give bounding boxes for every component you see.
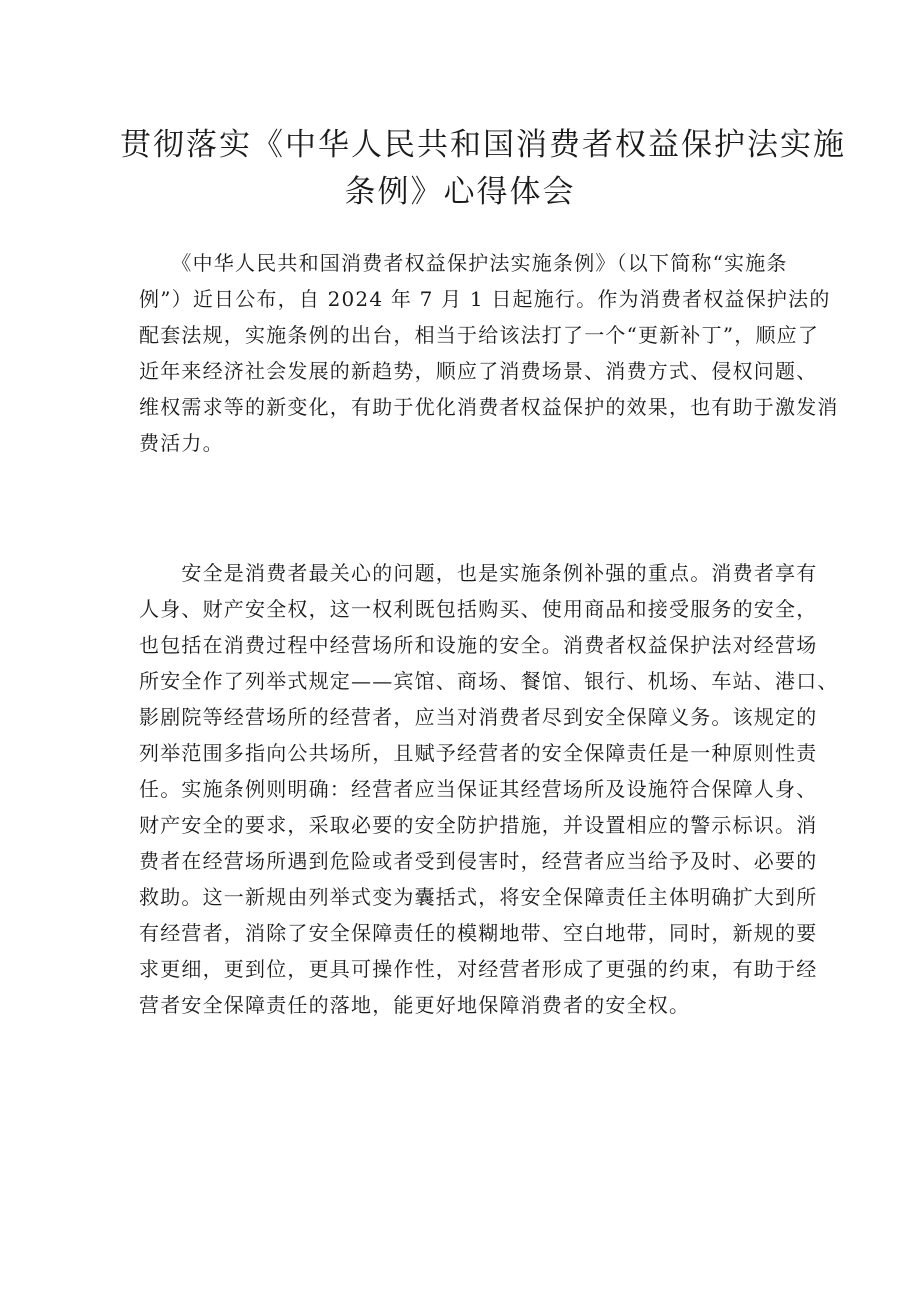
paragraph-1-line: 近年来经济社会发展的新趋势，顺应了消费场景、消费方式、侵权问题、 xyxy=(139,359,818,383)
paragraph-1 xyxy=(139,245,839,461)
paragraph-1-line: 费活力。 xyxy=(139,431,224,455)
title-line-1: 贯彻落实《中华人民共和国消费者权益保护法实施 xyxy=(120,127,846,163)
paragraph-1-line: 例”）近日公布，自 2024 年 7 月 1 日起施行。作为消费者权益保护法的 xyxy=(139,287,831,311)
paragraph-1-line: 配套法规，实施条例的出台，相当于给该法打了一个“更新补丁”，顺应了 xyxy=(139,323,820,347)
paragraph-2-line: 也包括在消费过程中经营场所和设施的安全。消费者权益保护法对经营场 xyxy=(139,633,818,657)
paragraph-2-line: 有经营者，消除了安全保障责任的模糊地带、空白地带，同时，新规的要 xyxy=(139,921,818,945)
paragraph-2-line: 营者安全保障责任的落地，能更好地保障消费者的安全权。 xyxy=(139,993,691,1017)
paragraph-2-line: 任。实施条例则明确：经营者应当保证其经营场所及设施符合保障人身、 xyxy=(139,777,818,801)
title-line-2: 条例》心得体会 xyxy=(344,174,576,210)
paragraph-1-line: 《中华人民共和国消费者权益保护法实施条例》（以下简称“实施条 xyxy=(139,251,788,275)
paragraph-2-line: 求更细，更到位，更具可操作性，对经营者形成了更强的约束，有助于经 xyxy=(139,957,818,981)
paragraph-2-line: 安全是消费者最关心的问题，也是实施条例补强的重点。消费者享有 xyxy=(139,561,818,585)
document-title xyxy=(120,122,846,216)
paragraph-2-line: 救助。这一新规由列举式变为囊括式，将安全保障责任主体明确扩大到所 xyxy=(139,885,818,909)
paragraph-2-line: 财产安全的要求，采取必要的安全防护措施，并设置相应的警示标识。消 xyxy=(139,813,818,837)
paragraph-2-line: 列举范围多指向公共场所，且赋予经营者的安全保障责任是一种原则性责 xyxy=(139,741,818,765)
paragraph-2-line: 影剧院等经营场所的经营者，应当对消费者尽到安全保障义务。该规定的 xyxy=(139,705,818,729)
paragraph-2-line: 人身、财产安全权，这一权利既包括购买、使用商品和接受服务的安全， xyxy=(139,597,818,621)
paragraph-2-line: 费者在经营场所遇到危险或者受到侵害时，经营者应当给予及时、必要的 xyxy=(139,849,818,873)
paragraph-2 xyxy=(139,555,839,1023)
paragraph-1-line: 维权需求等的新变化，有助于优化消费者权益保护的效果，也有助于激发消 xyxy=(139,395,839,419)
paragraph-2-line: 所安全作了列举式规定——宾馆、商场、餐馆、银行、机场、车站、港口、 xyxy=(139,669,839,693)
